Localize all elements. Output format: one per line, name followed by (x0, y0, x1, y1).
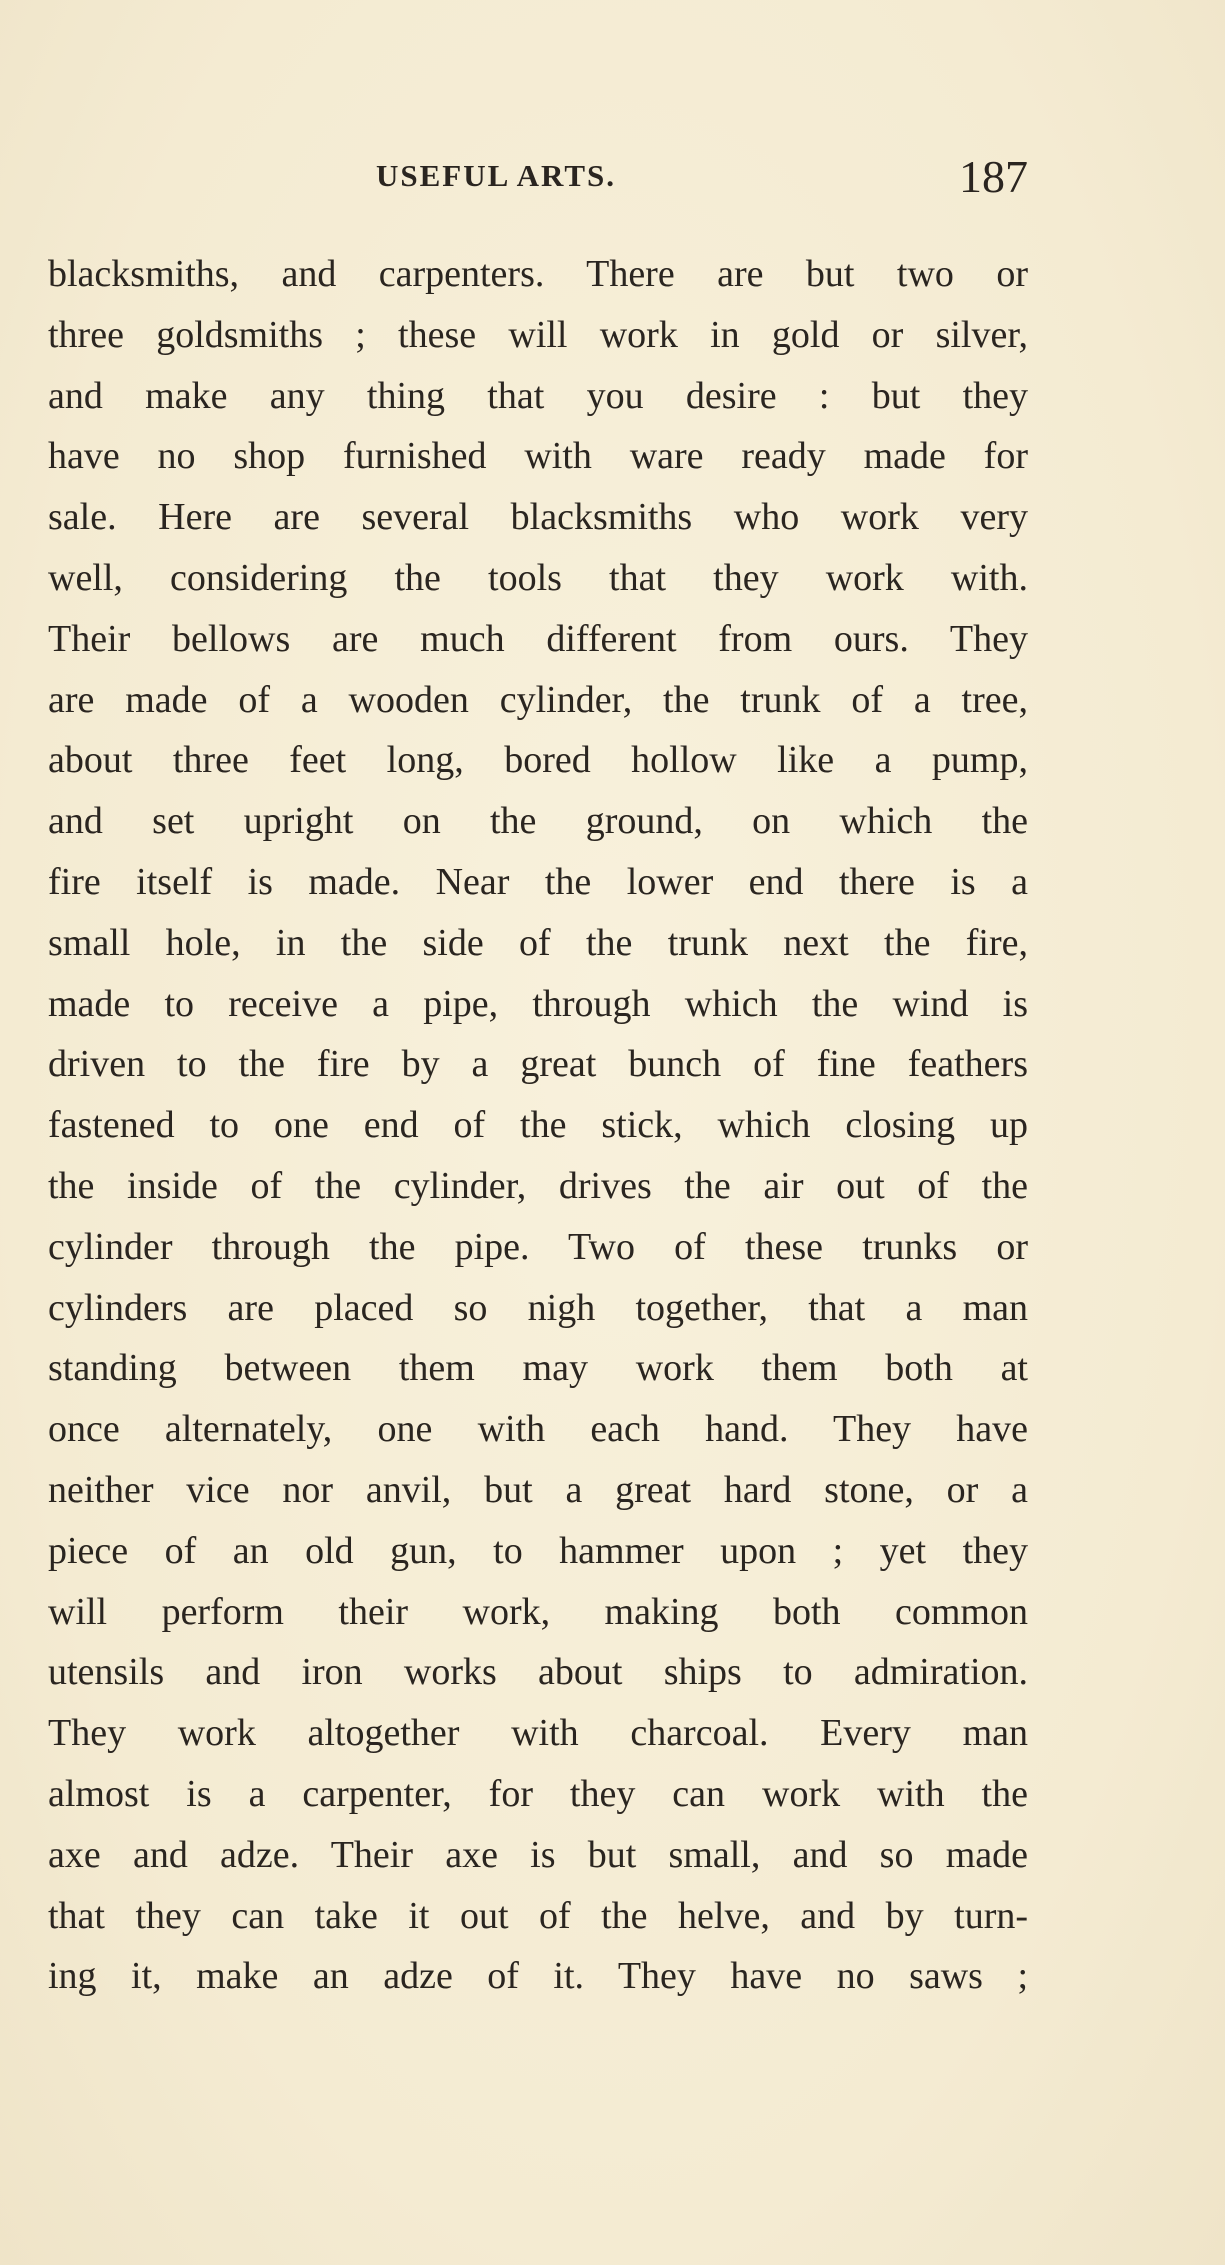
page-header (48, 150, 1028, 210)
text-line: blacksmiths, and carpenters. There are but two or (48, 253, 1028, 295)
text-line: that they can take it out of the helve, and by turn- (48, 1894, 1028, 1937)
text-line: almost is a carpenter, for they can work with the (48, 1772, 1028, 1815)
text-line: cylinders are placed so nigh together, that a man (48, 1286, 1028, 1329)
text-line: fire itself is made. Near the lower end there is a (48, 860, 1028, 903)
text-line: ing it, make an adze of it. They have no saws ; (48, 1955, 1028, 1998)
text-line: fastened to one end of the stick, which closing up (48, 1104, 1028, 1147)
text-line: axe and adze. Their axe is but small, and so made (48, 1833, 1028, 1876)
text-line: three goldsmiths ; these will work in gold or silver, (48, 313, 1028, 356)
text-line: once alternately, one with each hand. They have (48, 1408, 1028, 1451)
text-line: utensils and iron works about ships to admiration. (48, 1651, 1028, 1694)
text-line: small hole, in the side of the trunk next the fire, (48, 921, 1028, 964)
text-line: standing between them may work them both at (48, 1347, 1028, 1390)
text-line: piece of an old gun, to hammer upon ; yet they (48, 1529, 1028, 1572)
page-number: 187 (959, 151, 1028, 202)
text-line: and set upright on the ground, on which the (48, 800, 1028, 843)
body-text (48, 244, 1028, 2007)
text-line: They work altogether with charcoal. Every man (48, 1712, 1028, 1755)
text-line: well, considering the tools that they work with. (48, 556, 1028, 599)
text-line: cylinder through the pipe. Two of these trunks or (48, 1225, 1028, 1268)
text-line: made to receive a pipe, through which the wind is (48, 982, 1028, 1025)
text-line: about three feet long, bored hollow like a pump, (48, 739, 1028, 782)
text-line: and make any thing that you desire : but they (48, 374, 1028, 417)
text-line: sale. Here are several blacksmiths who work very (48, 496, 1028, 539)
text-line: are made of a wooden cylinder, the trunk of a tree, (48, 678, 1028, 721)
text-line: neither vice nor anvil, but a great hard stone, or a (48, 1468, 1028, 1511)
text-line: will perform their work, making both common (48, 1590, 1028, 1633)
text-line: Their bellows are much different from ours. They (48, 617, 1028, 660)
text-line: have no shop furnished with ware ready made for (48, 435, 1028, 478)
running-head: USEFUL ARTS. (376, 158, 616, 193)
text-line: driven to the fire by a great bunch of fine feathers (48, 1043, 1028, 1086)
text-line: the inside of the cylinder, drives the air out of the (48, 1164, 1028, 1207)
